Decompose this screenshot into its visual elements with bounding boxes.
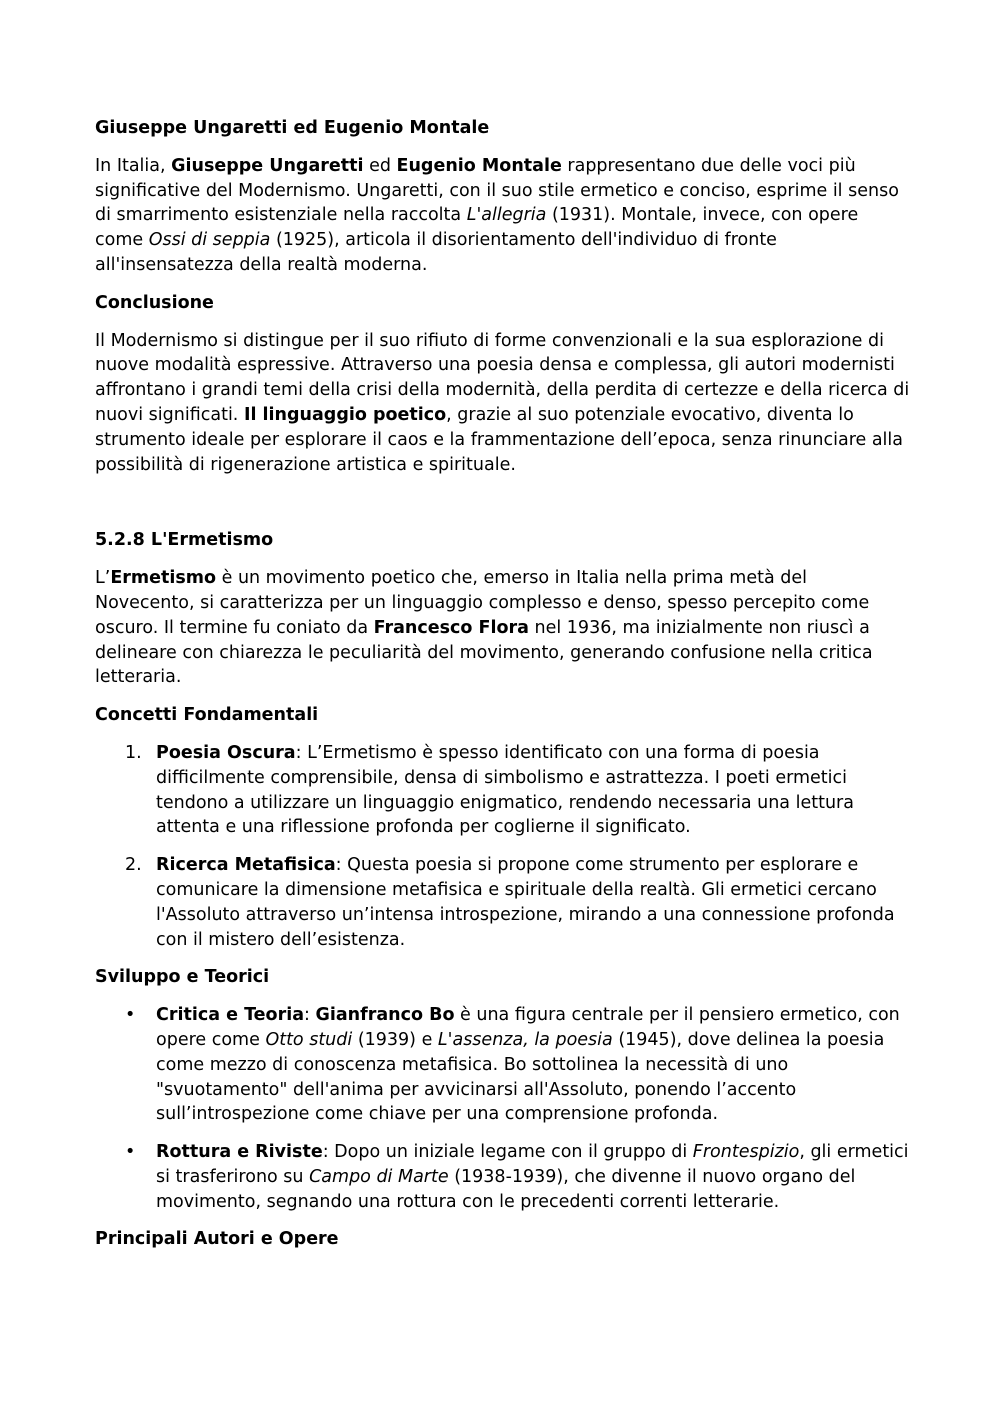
paragraph-conclusione: Il Modernismo si distingue per il suo rifiuto di forme convenzionali e la sua esplorazione di nuove modalità espressive. Attraverso una poesia densa e complessa, gli autori modernisti affrontano i grandi temi della crisi della modernità, della perdita di certezze e della ricerca di nuovi significati. Il linguaggio poetico, grazie al suo potenziale evocativo, diventa lo strumento ideale per esplorare il caos e la frammentazione dell’epoca, senza rinunciare alla possibilità di rigenerazione artistica e spirituale. — [95, 330, 910, 475]
paragraph-ermetismo: L’Ermetismo è un movimento poetico che, emerso in Italia nella prima metà del Novecento, si caratterizza per un linguaggio complesso e denso, spesso percepito come oscuro. Il termine fu coniato da Francesco Flora nel 1936, ma inizialmente non riuscì a delineare con chiarezza le peculiarità del movimento, generando confusione nella critica letteraria. — [95, 568, 873, 688]
list-marker: 2. — [125, 855, 142, 876]
heading-sviluppo-teorici: Sviluppo e Teorici — [95, 967, 270, 988]
bullet-icon: • — [125, 1005, 136, 1026]
heading-ungaretti-montale: Giuseppe Ungaretti ed Eugenio Montale — [95, 118, 490, 138]
bullet-icon: • — [125, 1142, 136, 1163]
heading-principali-autori: Principali Autori e Opere — [95, 1229, 339, 1250]
list-item: 1. Poesia Oscura: L’Ermetismo è spesso identificato con una forma di poesia difficilmente comprensibile, densa di simbolismo e astrattezza. I poeti ermetici tendono a utilizzare un linguaggio enigmatico, rendendo necessaria una lettura attenta e una riflessione profonda per coglierne il significato. — [125, 742, 854, 838]
bullet-list-sviluppo — [95, 1003, 910, 1214]
list-item: • Critica e Teoria: Gianfranco Bo è una figura centrale per il pensiero ermetico, con opere come Otto studi (1939) e L'assenza, la poesia (1945), dove delinea la poesia come mezzo di conoscenza metafisica. Bo sottolinea la necessità di uno "svuotamento" dell'anima per avvicinarsi all'Assoluto, ponendo l’accento sull’introspezione come chiave per una comprensione profonda. — [125, 1005, 900, 1125]
list-item: • Rottura e Riviste: Dopo un iniziale legame con il gruppo di Frontespizio, gli ermetici si trasferirono su Campo di Marte (1938-1939), che divenne il nuovo organo del movimento, segnando una rottura con le precedenti correnti letterarie. — [125, 1142, 909, 1212]
heading-ermetismo: 5.2.8 L'Ermetismo — [95, 530, 274, 551]
paragraph-ungaretti-montale: In Italia, Giuseppe Ungaretti ed Eugenio Montale rappresentano due delle voci più significative del Modernismo. Ungaretti, con il suo stile ermetico e conciso, esprime il senso di smarrimento esistenziale nella raccolta L'allegria (1931). Montale, invece, con opere come Ossi di seppia (1925), articola il disorientamento dell'individuo di fronte all'insensatezza della realtà moderna. — [95, 155, 899, 275]
document-content — [95, 116, 910, 1252]
list-marker: 1. — [125, 742, 142, 763]
numbered-list-concetti — [95, 741, 910, 952]
heading-conclusione: Conclusione — [95, 292, 214, 313]
heading-concetti-fondamentali: Concetti Fondamentali — [95, 705, 319, 726]
list-item: 2. Ricerca Metafisica: Questa poesia si propone come strumento per esplorare e comunicare la dimensione metafisica e spirituale della realtà. Gli ermetici cercano l'Assoluto attraverso un’intensa introspezione, mirando a una connessione profonda con il mistero dell’esistenza. — [125, 855, 895, 950]
